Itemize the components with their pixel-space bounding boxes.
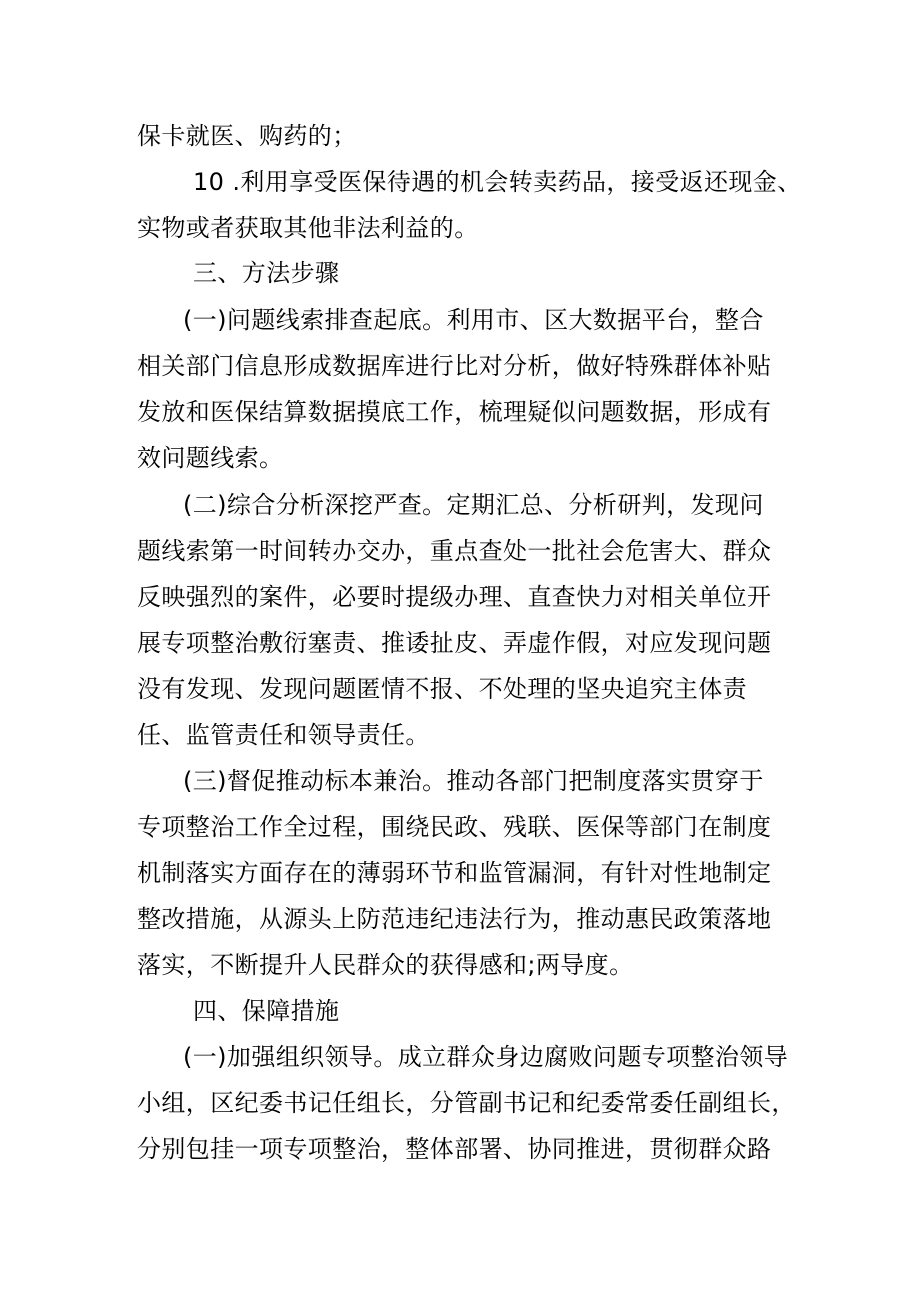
paragraph-2-line: 展专项整治敷衍塞责、推诿扯皮、弄虚作假，对应发现问题: [137, 629, 772, 657]
paragraph-1-line: 发放和医保结算数据摸底工作，梳理疑似问题数据，形成有: [137, 398, 772, 426]
paragraph-2-line: 反映强烈的案件，必要时提级办理、直查快力对相关单位开: [137, 583, 772, 611]
paragraph-3-line: 落实，不断提升人民群众的获得感和;两导度。: [137, 951, 634, 979]
paragraph-3-line: 整改措施，从源头上防范违纪违法行为，推动惠民政策落地: [137, 905, 772, 933]
section-heading-4: 四、保障措施: [193, 997, 340, 1025]
paragraph-4-line: 小组，区纪委书记任组长，分管副书记和纪委常委任副组长，: [137, 1089, 796, 1117]
paragraph-1-line: (一)问题线索排查起底。利用市、区大数据平台，整合: [183, 306, 764, 334]
paragraph-2-line: (二)综合分析深挖严查。定期汇总、分析研判，发现问: [183, 491, 764, 519]
section-heading-3: 三、方法步骤: [193, 259, 340, 287]
paragraph-1-line: 相关部门信息形成数据库进行比对分析，做好特殊群体补贴: [137, 352, 772, 380]
paragraph-4-line: (一)加强组织领导。成立群众身边腐败问题专项整治领导: [183, 1043, 789, 1071]
list-item-10-line: 10 .利用享受医保待遇的机会转卖药品，接受返还现金、: [193, 168, 802, 196]
paragraph-3-line: 专项整治工作全过程，围绕民政、残联、医保等部门在制度: [137, 813, 772, 841]
body-text-line: 保卡就医、购药的；: [137, 122, 357, 150]
paragraph-2-line: 没有发现、发现问题匿情不报、不处理的坚央追究主体责: [137, 675, 747, 703]
paragraph-3-line: (三)督促推动标本兼治。推动各部门把制度落实贯穿于: [183, 767, 764, 795]
body-text-line: 实物或者获取其他非法利益的。: [137, 214, 479, 242]
paragraph-1-line: 效问题线索。: [137, 444, 284, 472]
paragraph-2-line: 任、监管责任和领导责任。: [137, 721, 430, 749]
paragraph-4-line: 分别包挂一项专项整治，整体部署、协同推进，贯彻群众路: [137, 1135, 772, 1163]
paragraph-3-line: 机制落实方面存在的薄弱环节和监管漏洞，有针对性地制定: [137, 859, 772, 887]
paragraph-2-line: 题线索第一时间转办交办，重点查处一批社会危害大、群众: [137, 537, 772, 565]
